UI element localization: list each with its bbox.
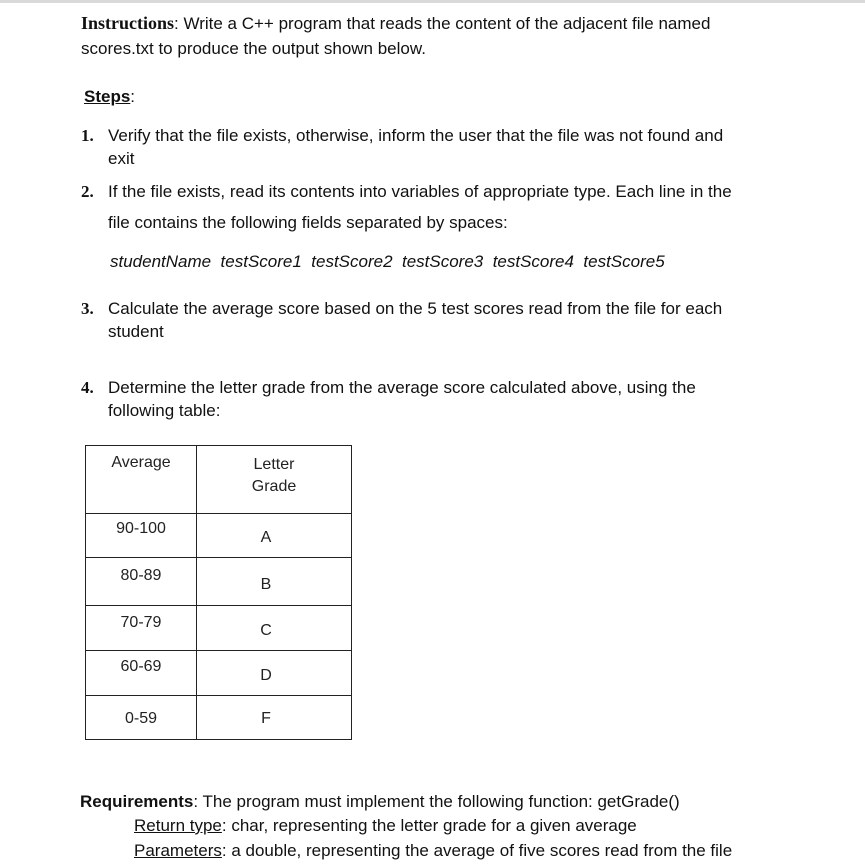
step-4-number: 4. bbox=[81, 378, 94, 397]
instructions-line-1 bbox=[81, 12, 710, 35]
step-1-line-2: exit bbox=[108, 149, 135, 168]
header-average-cell bbox=[86, 446, 197, 514]
range-cell: 80-89 bbox=[120, 567, 162, 584]
range-cell: 0-59 bbox=[124, 710, 158, 727]
header-letter-grade bbox=[197, 454, 351, 498]
parameters-line bbox=[134, 839, 732, 862]
parameters-label: Parameters bbox=[134, 841, 222, 860]
table-row bbox=[86, 651, 352, 696]
header-average: Average bbox=[111, 454, 171, 471]
requirements-label: Requirements bbox=[80, 792, 194, 811]
step-2-number: 2. bbox=[81, 182, 94, 201]
grade-cell: D bbox=[260, 667, 272, 684]
return-type-line bbox=[134, 814, 637, 837]
steps-colon: : bbox=[130, 87, 136, 106]
header-letter: Letter bbox=[253, 456, 295, 473]
step-2-line-2: file contains the following fields separated by spaces: bbox=[108, 213, 508, 232]
parameters-text: : a double, representing the average of five scores read from the file bbox=[221, 841, 733, 860]
page-top-border bbox=[0, 0, 865, 3]
instructions-text-1: : Write a C++ program that reads the content of the adjacent file named bbox=[174, 14, 711, 33]
steps-heading bbox=[84, 85, 135, 108]
table-row bbox=[86, 606, 352, 651]
table-row bbox=[86, 696, 352, 740]
step-2-fields: studentName testScore1 testScore2 testScore3 testScore4 testScore5 bbox=[110, 252, 665, 271]
header-letter-cell bbox=[197, 446, 352, 514]
instructions-label: Instructions bbox=[81, 13, 175, 33]
step-3-line-2: student bbox=[108, 322, 164, 341]
step-4-line-2: following table: bbox=[108, 401, 221, 420]
range-cell: 60-69 bbox=[120, 658, 162, 675]
return-type-label: Return type bbox=[134, 816, 222, 835]
step-1-line-1: Verify that the file exists, otherwise, inform the user that the file was not found and bbox=[108, 126, 724, 145]
step-1-number: 1. bbox=[81, 126, 94, 145]
instructions-line-2: scores.txt to produce the output shown below. bbox=[81, 39, 426, 58]
step-3-line-1: Calculate the average score based on the 5 test scores read from the file for each bbox=[108, 299, 723, 318]
table-row bbox=[86, 558, 352, 606]
grade-table bbox=[85, 445, 352, 740]
step-4-line-1: Determine the letter grade from the average score calculated above, using the bbox=[108, 378, 696, 397]
header-grade: Grade bbox=[251, 478, 297, 495]
return-type-text: : char, representing the letter grade for a given average bbox=[221, 816, 637, 835]
range-cell: 70-79 bbox=[120, 614, 162, 631]
table-row bbox=[86, 514, 352, 558]
steps-label: Steps bbox=[84, 87, 131, 106]
step-3-number: 3. bbox=[81, 299, 94, 318]
grade-cell: F bbox=[261, 710, 271, 727]
range-cell: 90-100 bbox=[116, 520, 166, 537]
grade-table-header-row bbox=[86, 446, 352, 514]
grade-cell: B bbox=[260, 576, 272, 593]
requirements-text: : The program must implement the following function: getGrade() bbox=[193, 792, 680, 811]
grade-cell: C bbox=[260, 622, 272, 639]
grade-cell: A bbox=[260, 529, 272, 546]
step-2-line-1: If the file exists, read its contents into variables of appropriate type. Each line in the bbox=[108, 182, 732, 201]
requirements-line bbox=[80, 790, 680, 813]
